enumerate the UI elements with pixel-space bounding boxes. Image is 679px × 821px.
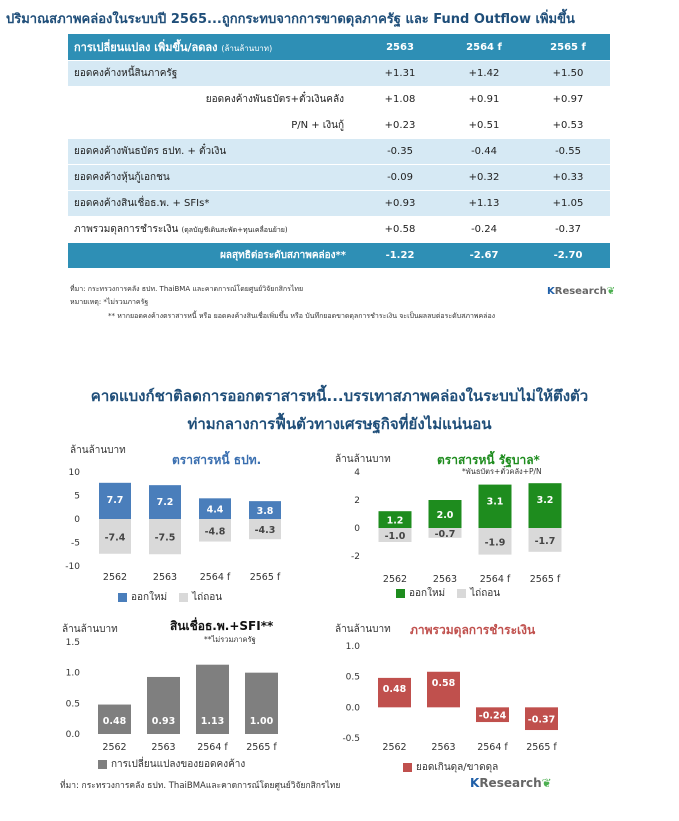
x-tick-label: 2565 f xyxy=(526,742,557,753)
x-tick-label: 2565 f xyxy=(246,742,277,753)
legend-label: การเปลี่ยนแปลงของยอดคงค้าง xyxy=(111,759,246,770)
x-tick-label: 2562 xyxy=(382,574,408,585)
data-label: -1.9 xyxy=(484,537,506,549)
row-label: P/N + เงินกู้ xyxy=(68,113,358,139)
x-tick-label: 2562 xyxy=(102,572,128,582)
y-tick-label: 10 xyxy=(68,468,80,478)
chart3-legend xyxy=(98,757,245,772)
table-header-year: 2565 f xyxy=(526,34,610,61)
y-tick-label: 1.0 xyxy=(65,668,80,679)
y-tick-label: 0.5 xyxy=(65,699,80,710)
cell-value: +0.32 xyxy=(442,165,526,191)
row-label: ภาพรวมดุลการชำระเงิน (ดุลบัญชีเดินสะพัด+ทุนเคลื่อนย้าย) xyxy=(68,217,358,243)
y-tick-label: 0 xyxy=(354,524,360,534)
data-label: -0.37 xyxy=(527,714,556,726)
table-header-label: การเปลี่ยนแปลง เพิ่มขึ้น/ลดลง (ล้านล้านบาท) xyxy=(68,34,358,61)
cell-value: +1.08 xyxy=(358,87,442,113)
data-label: -7.5 xyxy=(154,532,176,544)
y-tick-label: -2 xyxy=(351,552,360,562)
cell-value: -0.55 xyxy=(526,139,610,165)
cell-value: -0.44 xyxy=(442,139,526,165)
section-title: คาดแบงก์ชาติลดการออกตราสารหนี้...บรรเทาสภาพคล่องในระบบไม่ให้ตึงตัว xyxy=(90,387,589,405)
page-title: ปริมาณสภาพคล่องในระบบปี 2565...ถูกกระทบจากการขาดดุลภาครัฐ และ Fund Outflow เพิ่มขึ้น xyxy=(6,12,575,27)
legend-label: ออกใหม่ xyxy=(131,592,168,603)
data-label: 1.2 xyxy=(386,515,404,527)
y-tick-label: -10 xyxy=(65,562,80,572)
row-label: ยอดคงค้างสินเชื่อธ.พ. + SFIs* xyxy=(68,191,358,217)
data-label: 7.2 xyxy=(156,497,174,509)
data-label: -1.7 xyxy=(534,535,556,547)
cell-value: +0.51 xyxy=(442,113,526,139)
table-note: หมายเหตุ: *ไม่รวมภาครัฐ xyxy=(70,298,149,306)
data-label: 7.7 xyxy=(106,494,124,506)
x-tick-label: 2563 xyxy=(432,574,458,585)
chart-govt-bonds xyxy=(330,462,570,587)
x-tick-label: 2563 xyxy=(431,742,456,753)
data-label: -1.0 xyxy=(384,531,406,542)
chart4-legend xyxy=(403,760,498,775)
chart3-title: สินเชื่อธ.พ.+SFI** xyxy=(170,619,274,633)
x-tick-label: 2565 f xyxy=(529,574,561,585)
chart3-unit: ล้านล้านบาท xyxy=(62,624,118,635)
row-label: ยอดคงค้างหุ้นกู้เอกชน xyxy=(68,165,358,191)
table-row xyxy=(68,217,610,243)
table-row xyxy=(68,191,610,217)
total-value: -2.70 xyxy=(526,243,610,269)
cell-value: +0.93 xyxy=(358,191,442,217)
table-header-row xyxy=(68,34,610,61)
y-tick-label: 0 xyxy=(74,515,80,525)
x-tick-label: 2564 f xyxy=(197,742,228,753)
y-tick-label: 0.0 xyxy=(345,703,360,714)
table-header-year: 2564 f xyxy=(442,34,526,61)
chart2-legend xyxy=(396,586,500,601)
legend-swatch-redeem xyxy=(179,593,188,602)
table-source: ที่มา: กระทรวงการคลัง ธปท. ThaiBMA และคาดการณ์โดยศูนย์วิจัยกสิกรไทย xyxy=(70,285,304,293)
row-label: ยอดคงค้างพันธบัตร ธปท. + ตั๋วเงิน xyxy=(68,139,358,165)
data-label: 2.0 xyxy=(436,510,454,521)
total-value: -2.67 xyxy=(442,243,526,269)
cell-value: +0.97 xyxy=(526,87,610,113)
x-tick-label: 2564 f xyxy=(199,572,231,582)
cell-value: +0.91 xyxy=(442,87,526,113)
chart1-title: ตราสารหนี้ ธปท. xyxy=(172,453,262,467)
y-tick-label: 4 xyxy=(354,468,360,478)
table-row xyxy=(68,61,610,87)
section-subtitle: ท่ามกลางการฟื้นตัวทางเศรษฐกิจที่ยังไม่แน่นอน xyxy=(187,415,492,433)
y-tick-label: 2 xyxy=(354,496,360,506)
data-label: 3.1 xyxy=(486,496,504,508)
table-row xyxy=(68,113,610,139)
y-tick-label: 5 xyxy=(74,491,80,502)
leaf-icon: ❦ xyxy=(606,286,616,297)
legend-swatch-change xyxy=(98,760,107,769)
legend-swatch-balance xyxy=(403,763,412,772)
legend-label: ไถ่ถอน xyxy=(470,588,501,599)
chart2-subtitle: *พันธบัตร+ตั๋วคลัง+P/N xyxy=(462,467,542,476)
liquidity-table xyxy=(68,34,610,269)
chart-loans xyxy=(50,632,290,757)
data-label: 0.93 xyxy=(151,716,176,727)
data-label: 4.4 xyxy=(206,504,224,516)
table-total-row xyxy=(68,243,610,269)
cell-value: +1.31 xyxy=(358,61,442,87)
data-label: 3.2 xyxy=(536,495,554,507)
table-row xyxy=(68,139,610,165)
kresearch-logo: KResearch❦ xyxy=(470,776,552,790)
chart3-subtitle: **ไม่รวมภาครัฐ xyxy=(204,635,256,644)
cell-value: -0.24 xyxy=(442,217,526,243)
y-tick-label: -0.5 xyxy=(342,734,360,744)
table-row xyxy=(68,165,610,191)
chart-bot-bonds xyxy=(50,462,300,582)
leaf-icon: ❦ xyxy=(541,776,552,790)
legend-label: ไถ่ถอน xyxy=(192,592,223,603)
table-header-year: 2563 xyxy=(358,34,442,61)
table-note: ** หากยอดคงค้างตราสารหนี้ หรือ ยอดคงค้างสินเชื่อเพิ่มขึ้น หรือ บันทึกยอดขาดดุลการชำระเงิน จะเป็นผลลบต่อระดับสภาพคล่อง xyxy=(108,312,496,320)
table-row xyxy=(68,87,610,113)
y-tick-label: -5 xyxy=(71,538,80,549)
data-label: 1.13 xyxy=(200,716,225,727)
legend-swatch-redeem xyxy=(457,589,466,598)
chart2-title: ตราสารหนี้ รัฐบาล* xyxy=(437,453,540,467)
chart4-unit: ล้านล้านบาท xyxy=(335,624,391,635)
y-tick-label: 0.5 xyxy=(345,672,360,683)
legend-swatch-issue xyxy=(118,593,127,602)
data-label: -4.3 xyxy=(254,525,276,537)
data-label: 0.48 xyxy=(102,716,127,727)
row-label: ยอดคงค้างพันธบัตร+ตั๋วเงินคลัง xyxy=(68,87,358,113)
cell-value: +1.13 xyxy=(442,191,526,217)
cell-value: +1.42 xyxy=(442,61,526,87)
cell-value: +1.50 xyxy=(526,61,610,87)
chart1-unit: ล้านล้านบาท xyxy=(70,445,126,456)
data-label: -0.24 xyxy=(478,710,507,722)
cell-value: -0.09 xyxy=(358,165,442,191)
data-label: 1.00 xyxy=(249,716,274,727)
y-tick-label: 1.0 xyxy=(345,642,360,652)
y-tick-label: 1.5 xyxy=(65,638,80,648)
row-label: ยอดคงค้างหนี้สินภาครัฐ xyxy=(68,61,358,87)
data-label: -4.8 xyxy=(204,526,226,538)
cell-value: +0.53 xyxy=(526,113,610,139)
x-tick-label: 2563 xyxy=(152,572,178,582)
cell-value: +0.33 xyxy=(526,165,610,191)
chart-bop xyxy=(330,632,570,757)
kresearch-logo: KResearch❦ xyxy=(547,286,616,297)
cell-value: +0.23 xyxy=(358,113,442,139)
legend-label: ยอดเกินดุล/ขาดดุล xyxy=(416,762,499,773)
data-label: -0.7 xyxy=(434,528,456,540)
chart4-title: ภาพรวมดุลการชำระเงิน xyxy=(410,623,536,637)
chart1-legend xyxy=(118,590,222,605)
x-tick-label: 2563 xyxy=(151,742,176,753)
data-label: 0.48 xyxy=(382,683,407,695)
cell-value: +0.58 xyxy=(358,217,442,243)
cell-value: -0.37 xyxy=(526,217,610,243)
cell-value: +1.05 xyxy=(526,191,610,217)
data-label: -7.4 xyxy=(104,532,126,544)
chart2-unit: ล้านล้านบาท xyxy=(335,454,391,465)
legend-label: ออกใหม่ xyxy=(409,588,446,599)
legend-swatch-issue xyxy=(396,589,405,598)
total-value: -1.22 xyxy=(358,243,442,269)
x-tick-label: 2564 f xyxy=(479,574,511,585)
cell-value: -0.35 xyxy=(358,139,442,165)
total-label: ผลสุทธิต่อระดับสภาพคล่อง** xyxy=(68,243,358,269)
x-tick-label: 2564 f xyxy=(477,742,508,753)
data-label: 3.8 xyxy=(256,506,274,518)
x-tick-label: 2562 xyxy=(382,742,407,753)
bottom-source: ที่มา: กระทรวงการคลัง ธปท. ThaiBMAและคาดการณ์โดยศูนย์วิจัยกสิกรไทย xyxy=(60,781,341,791)
data-label: 0.58 xyxy=(431,677,456,689)
y-tick-label: 0.0 xyxy=(65,730,80,740)
x-tick-label: 2562 xyxy=(102,742,127,753)
x-tick-label: 2565 f xyxy=(249,572,281,582)
